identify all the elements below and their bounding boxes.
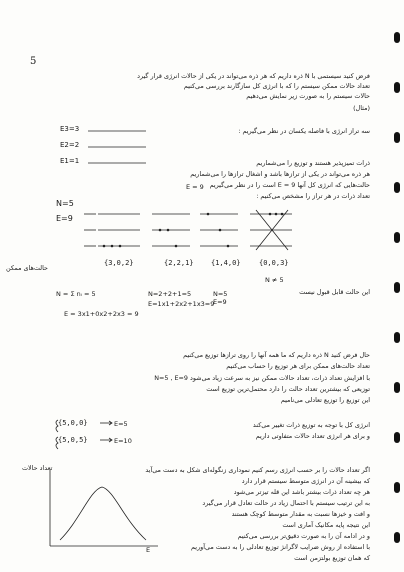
equation: N=5 <box>56 199 74 208</box>
equation: E=5 <box>114 420 128 428</box>
text-line: تعداد ذرات در هر تراز را مشخص می‌کنیم : <box>256 192 370 200</box>
state-set: {5,0,0} <box>58 419 88 427</box>
text-line: این توزیع را توزیع تعادلی می‌نامیم <box>280 396 370 404</box>
equation: E=1x1+2x2+1x3=9 <box>148 300 215 308</box>
text-line: حالات سیستم را به صورت زیر نمایش می‌دهیم <box>246 92 370 100</box>
text-line: و افت و خیزها نسبت به مقدار متوسط کوچک هستند <box>231 510 370 518</box>
equation: E=10 <box>114 437 132 445</box>
text-line: حالت‌هایی که انرژی کل آنها E = 9 است را در نظر می‌گیریم <box>209 181 370 189</box>
state-set: {3,0,2} <box>104 259 134 267</box>
page-number: 5 <box>30 56 37 67</box>
text-line: این نتیجه پایه مکانیک آماری است <box>282 521 370 529</box>
text-line: (مثال) <box>353 104 370 112</box>
equation: E = 3x1+0x2+2x3 = 9 <box>64 310 139 318</box>
equation: E=9 <box>213 298 227 306</box>
text-line: فرض کنید سیستمی با N ذره داریم که هر ذره می‌تواند در یکی از حالات انرژی قرار گیرد <box>137 72 370 80</box>
text-line: که همان توزیع بولتزمن است <box>294 554 370 562</box>
text-line: این حالت قابل قبول نیست <box>299 288 370 296</box>
text-line: و در ادامه آن را به صورت دقیق‌تر بررسی می‌کنیم <box>237 532 370 540</box>
level-label: E3=3 <box>60 125 80 133</box>
text-line: تعداد حالات ممکن سیستم را که با انرژی کل سازگارند بررسی می‌کنیم <box>183 82 370 90</box>
text-line: انرژی کل با توجه به توزیع ذرات تغییر می‌کند <box>252 421 370 429</box>
state-set: {2,2,1} <box>164 259 194 267</box>
equation: E=9 <box>56 214 73 223</box>
distribution-curve <box>60 487 146 540</box>
equation: E = 9 <box>186 183 204 191</box>
level-label: E2=2 <box>60 141 80 149</box>
equation: N ≠ 5 <box>265 276 284 284</box>
text-line: هر ذره می‌تواند در یکی از ترازها باشد و اشغال ترازها را می‌شماریم <box>190 170 370 178</box>
equation: N = Σ nᵢ = 5 <box>56 290 96 298</box>
text-line: هر چه تعداد ذرات بیشتر باشد این قله تیزتر می‌شود <box>233 488 370 496</box>
state-set: {5,0,5} <box>58 436 88 444</box>
text-line: حال فرض کنید N ذره داریم که ما همه آنها را روی ترازها توزیع می‌کنیم <box>183 351 370 359</box>
level-label: E1=1 <box>60 157 80 165</box>
equation: N=2+2+1=5 <box>148 290 192 298</box>
brace <box>56 437 58 449</box>
state-set: {1,4,0} <box>211 259 241 267</box>
brace <box>56 420 58 432</box>
margin-note: حالت‌های ممکن <box>6 264 48 272</box>
text-line: که بیشینه آن در انرژی متوسط سیستم قرار دارد <box>241 477 370 485</box>
occupancy-diagram <box>84 210 292 250</box>
text-line: توزیعی که بیشترین تعداد حالت را دارد محتمل‌ترین توزیع است <box>206 385 370 393</box>
graph-ylabel: تعداد حالات <box>22 464 53 472</box>
text-line: با افزایش تعداد ذرات، تعداد حالات ممکن نیز به سرعت زیاد می‌شود N=5 , E=9 <box>154 374 370 382</box>
text-line: ذرات تمیزپذیر هستند و توزیع را می‌شماریم <box>256 159 370 167</box>
text-line: تعداد حالت‌های ممکن برای هر توزیع را حساب می‌کنیم <box>226 362 370 370</box>
equation: N=5 <box>213 290 228 298</box>
text-line: با استفاده از روش ضرایب لاگرانژ توزیع تعادلی را به دست می‌آوریم <box>191 543 370 551</box>
text-line: سه تراز انرژی با فاصله یکسان در نظر می‌گیریم : <box>238 127 370 135</box>
state-set: {0,0,3} <box>259 259 289 267</box>
text-line: به این ترتیب سیستم با احتمال زیاد در حالت تعادل قرار می‌گیرد <box>202 499 370 507</box>
text-line: اگر تعداد حالات را بر حسب انرژی رسم کنیم نموداری زنگوله‌ای شکل به دست می‌آید <box>145 466 370 474</box>
graph-xlabel: E <box>146 546 151 554</box>
text-line: و برای هر انرژی تعداد حالات متفاوتی داریم <box>255 432 370 440</box>
